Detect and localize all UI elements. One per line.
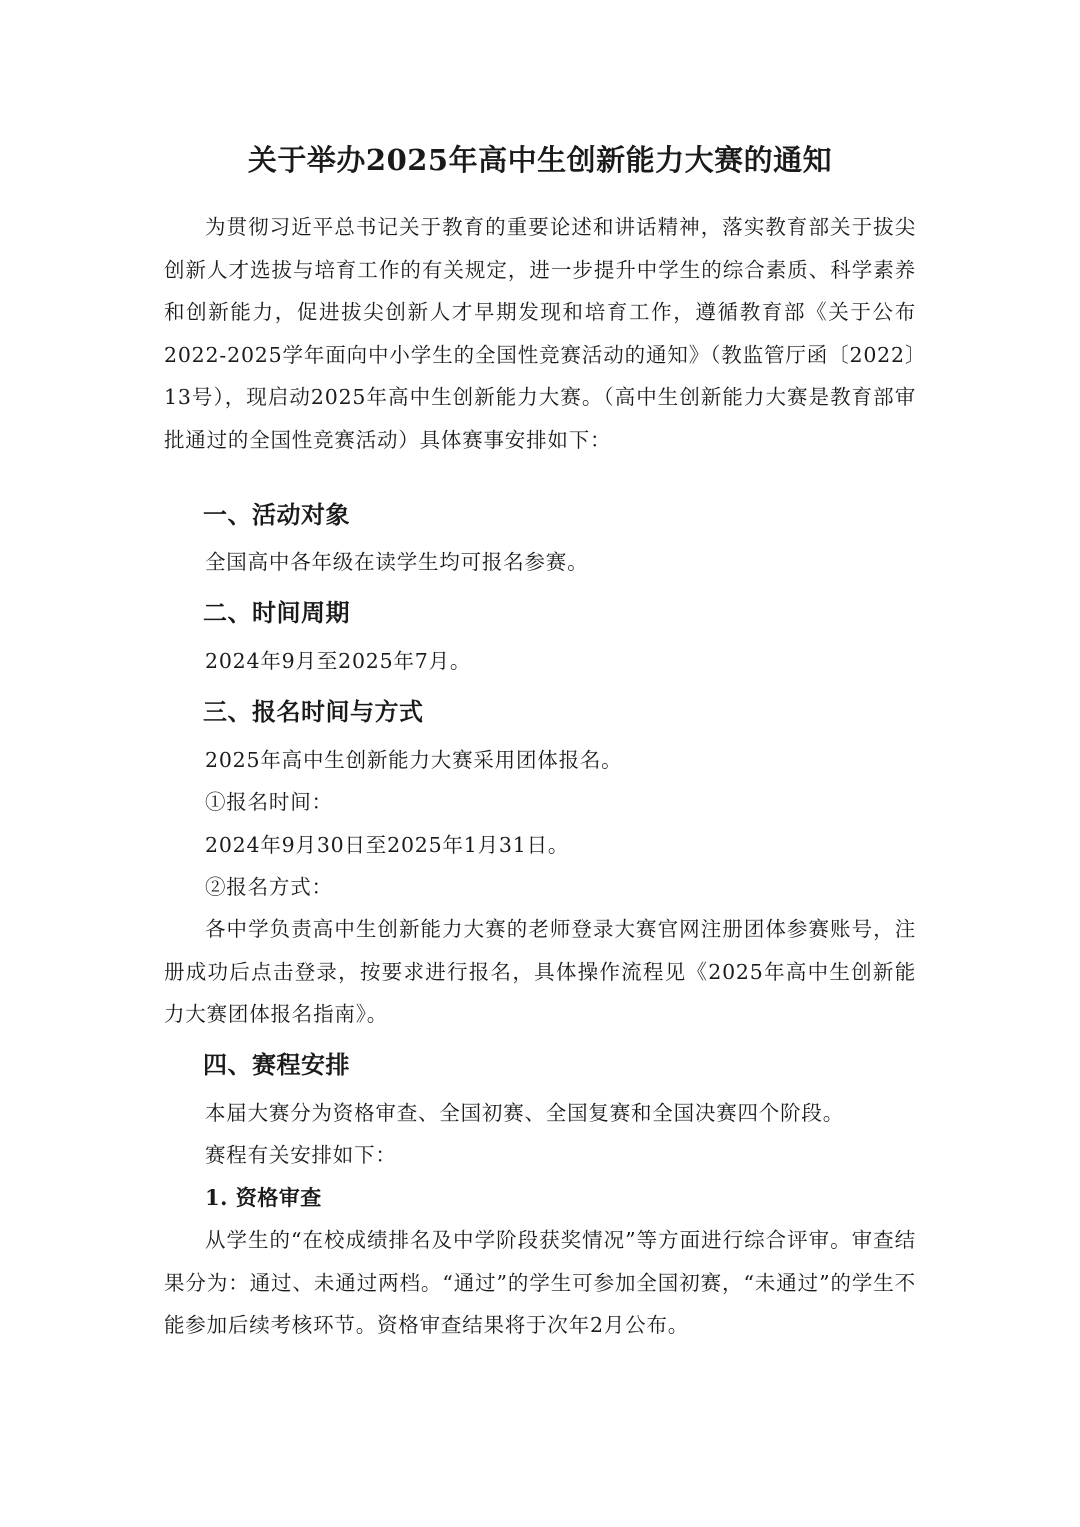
schedule-text: 本届大赛分为资格审查、全国初赛、全国复赛和全国决赛四个阶段。 (205, 1101, 844, 1125)
registration-time-value: 2024年9月30日至2025年1月31日。 (205, 833, 570, 857)
participants-text: 全国高中各年级在读学生均可报名参赛。 (205, 550, 589, 574)
registration-method-text: 各中学负责高中生创新能力大赛的老师登录大赛官网注册团体参赛账号，注册成功后点击登录，按要求进行报名，具体操作流程见《2025年高中生创新能力大赛团体报名指南》。 (164, 917, 916, 1026)
section-heading-period: 二、时间周期 (203, 598, 350, 627)
section-heading-schedule: 四、赛程安排 (203, 1050, 350, 1079)
registration-text: 2025年高中生创新能力大赛采用团体报名。 (205, 748, 623, 772)
document-title: 关于举办2025年高中生创新能力大赛的通知 (247, 143, 833, 177)
qualification-text: 从学生的“在校成绩排名及中学阶段获奖情况”等方面进行综合评审。审查结果分为：通过、未通过两档。“通过”的学生可参加全国初赛，“未通过”的学生不能参加后续考核环节。资格审查结果将于次年2月公布。 (164, 1228, 916, 1337)
intro-paragraph: 为贯彻习近平总书记关于教育的重要论述和讲话精神，落实教育部关于拔尖创新人才选拔与培育工作的有关规定，进一步提升中学生的综合素质、科学素养和创新能力，促进拔尖创新人才早期发现和培育工作，遵循教育部《关于公布2022-2025学年面向中小学生的全国性竞赛活动的通知》（教监管厅函〔2022〕13号），现启动2025年高中生创新能力大赛。（高中生创新能力大赛是教育部审批通过的全国性竞赛活动）具体赛事安排如下： (164, 215, 916, 452)
section-heading-registration: 三、报名时间与方式 (203, 697, 424, 726)
schedule-text-2: 赛程有关安排如下： (205, 1143, 397, 1167)
subsection-heading-qualification: 1. 资格审查 (205, 1185, 322, 1210)
period-text: 2024年9月至2025年7月。 (205, 649, 472, 673)
registration-time-label: ①报名时间： (205, 790, 333, 814)
registration-method-label: ②报名方式： (205, 875, 333, 899)
section-heading-participants: 一、活动对象 (203, 500, 350, 529)
